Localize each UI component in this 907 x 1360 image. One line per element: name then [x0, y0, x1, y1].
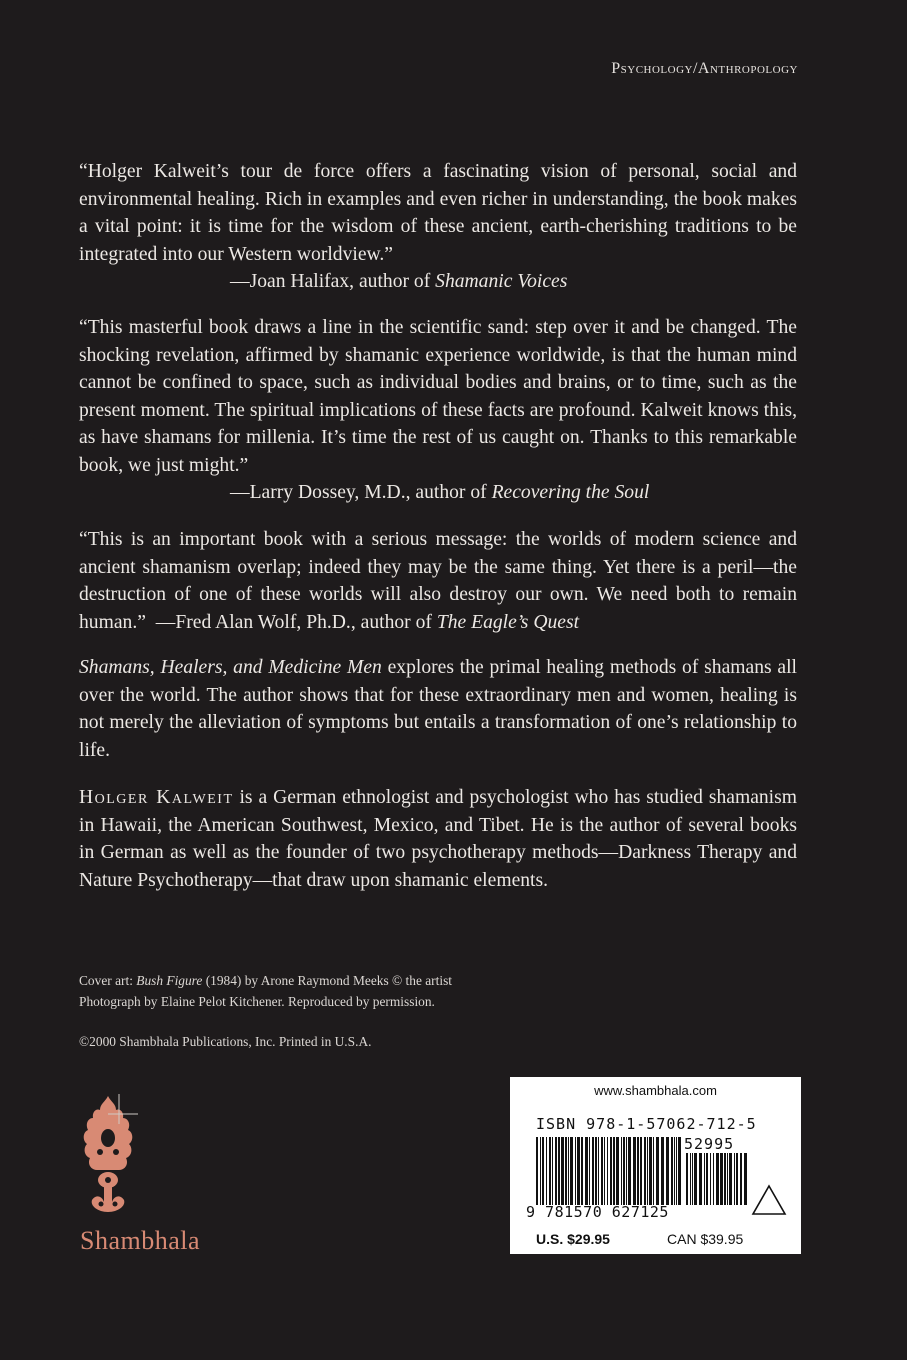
- attribution-title: Shamanic Voices: [435, 271, 568, 292]
- barcode-bar: [558, 1137, 560, 1205]
- barcode-bar: [686, 1153, 688, 1205]
- us-price: U.S. $29.95: [536, 1231, 610, 1247]
- quote-3: [79, 526, 797, 636]
- photo-credit: Photograph by Elaine Pelot Kitchener. Reproduced by permission.: [79, 994, 435, 1009]
- barcode-bar: [623, 1137, 625, 1205]
- barcode-bar: [666, 1137, 669, 1205]
- barcode-bar: [713, 1153, 714, 1205]
- barcode-bar: [699, 1153, 702, 1205]
- barcode-bar: [716, 1153, 719, 1205]
- author-bio-text: is a German ethnologist and psychologist who has studied shamanism in Hawaii, the American Southwest, Mexico, and Tibet. He is the author of several books in German as well as the founder of two psychotherapy methods—Darkness Therapy and Nature Psychotherapy—that draw upon shamanic elements.: [79, 787, 797, 891]
- barcode-bar: [736, 1153, 738, 1205]
- barcode-bar: [595, 1137, 597, 1205]
- barcode-bar: [561, 1137, 564, 1205]
- barcode-bar: [734, 1153, 735, 1205]
- price-code: 52995: [684, 1135, 735, 1153]
- barcode-bar: [692, 1153, 693, 1205]
- quote-2-attribution: [230, 479, 649, 507]
- credit-prefix: Cover art:: [79, 973, 137, 988]
- cover-art-title: Bush Figure: [136, 973, 203, 988]
- credit-suffix: (1984) by Arone Raymond Meeks © the artist: [202, 973, 453, 988]
- barcode-bar: [724, 1153, 726, 1205]
- barcode-addon: [686, 1153, 748, 1205]
- barcode-main: [536, 1137, 682, 1205]
- barcode-bar: [604, 1137, 605, 1205]
- barcode-bar: [601, 1137, 603, 1205]
- barcode-bar: [585, 1137, 588, 1205]
- barcode-bar: [577, 1137, 580, 1205]
- barcode-box: [510, 1077, 801, 1254]
- barcode-bar: [727, 1153, 728, 1205]
- barcode-bar: [628, 1137, 631, 1205]
- barcode-bar: [694, 1153, 697, 1205]
- attribution-title: Recovering the Soul: [491, 482, 650, 503]
- barcode-bar: [621, 1137, 622, 1205]
- barcode-bar: [607, 1137, 608, 1205]
- barcode-bar: [647, 1137, 648, 1205]
- barcode-bar: [678, 1137, 681, 1205]
- barcode-bar: [549, 1137, 551, 1205]
- quote-1: [79, 158, 797, 268]
- description-text: explores the primal healing methods of shamans all over the world. The author shows that for these extraordinary men and women, healing is not merely the alleviation of symptoms but entails a transformation of one’s relationship to life.: [79, 657, 797, 761]
- author-bio: [79, 784, 797, 894]
- isbn: ISBN 978-1-57062-712-5: [536, 1115, 757, 1133]
- barcode-bar: [656, 1137, 659, 1205]
- cover-art-credit: [79, 970, 452, 991]
- publisher-name: Shambhala: [80, 1226, 201, 1255]
- barcode-bar: [704, 1153, 705, 1205]
- barcode-bar: [610, 1137, 612, 1205]
- can-price: CAN $39.95: [667, 1231, 744, 1247]
- triangle-icon: [750, 1183, 788, 1217]
- barcode-bar: [598, 1137, 599, 1205]
- barcode-bar: [575, 1137, 576, 1205]
- barcode-bar: [626, 1137, 627, 1205]
- barcode-bar: [565, 1137, 567, 1205]
- copyright: ©2000 Shambhala Publications, Inc. Printed in U.S.A.: [79, 1034, 372, 1049]
- barcode-digits: 9 781570 627125: [526, 1203, 669, 1221]
- barcode-bar: [540, 1137, 541, 1205]
- barcode-bar: [706, 1153, 708, 1205]
- attribution-title: The Eagle’s Quest: [436, 611, 580, 633]
- barcode-bar: [649, 1137, 652, 1205]
- barcode-bar: [676, 1137, 677, 1205]
- barcode-bar: [555, 1137, 557, 1205]
- barcode-bar: [744, 1153, 747, 1205]
- barcode-bar: [552, 1137, 553, 1205]
- book-description: [79, 654, 797, 764]
- barcode-bar: [671, 1137, 673, 1205]
- barcode-bar: [581, 1137, 583, 1205]
- quote-1-attribution: [230, 268, 567, 296]
- barcode-bar: [690, 1153, 691, 1205]
- barcode-bar: [613, 1137, 615, 1205]
- barcode-bar: [589, 1137, 590, 1205]
- attribution-prefix: —Joan Halifax, author of: [230, 271, 436, 292]
- publisher-url: www.shambhala.com: [594, 1083, 717, 1098]
- barcode-bar: [637, 1137, 639, 1205]
- barcode-bar: [570, 1137, 573, 1205]
- quote-1-text: “Holger Kalweit’s tour de force offers a fascinating vision of personal, social and environmental healing. Rich in examples and even richer in understanding, the book makes a vital point: it is time for the wisdom of these ancient, earth-cherishing traditions to be integrated into our Western worldview.”: [79, 161, 797, 265]
- barcode-bar: [720, 1153, 723, 1205]
- barcode-bar: [568, 1137, 569, 1205]
- barcode-bar: [644, 1137, 646, 1205]
- barcode-bar: [640, 1137, 642, 1205]
- book-title: Shamans, Healers, and Medicine Men: [79, 657, 382, 678]
- barcode-bar: [661, 1137, 664, 1205]
- quote-3-attribution: [151, 612, 579, 633]
- barcode-bar: [546, 1137, 547, 1205]
- author-name: Holger Kalweit: [79, 787, 234, 808]
- barcode-bar: [536, 1137, 538, 1205]
- attribution-prefix: —Larry Dossey, M.D., author of: [230, 482, 492, 503]
- barcode-bar: [710, 1153, 711, 1205]
- barcode-bar: [542, 1137, 544, 1205]
- shambhala-logo-icon: [78, 1094, 138, 1222]
- barcode-bar: [653, 1137, 654, 1205]
- quote-2: [79, 314, 797, 480]
- attribution-prefix: —Fred Alan Wolf, Ph.D., author of: [155, 611, 437, 633]
- category-label: Psychology/Anthropology: [611, 60, 798, 77]
- barcode-bar: [729, 1153, 732, 1205]
- barcode-bar: [592, 1137, 594, 1205]
- quote-2-text: “This masterful book draws a line in the scientific sand: step over it and be changed. The shocking revelation, affirmed by shamanic experience worldwide, is that the human mind cannot be confined to space, such as individual bodies and brains, or to time, such as the present moment. The spiritual implications of these facts are profound. Kalweit knows this, as have shamans for millenia. It’s time the rest of us caught on. Thanks to this remarkable book, we just might.”: [79, 317, 797, 476]
- barcode-bar: [633, 1137, 636, 1205]
- barcode-bar: [616, 1137, 619, 1205]
- quote-3-text: “This is an important book with a serious message: the worlds of modern science and ancient shamanism overlap; indeed they may be the same thing. Yet there is a peril—the destruction of one of these worlds will also destroy our own. We need both to remain human.”: [79, 529, 797, 633]
- barcode-bar: [674, 1137, 675, 1205]
- barcode-bar: [740, 1153, 742, 1205]
